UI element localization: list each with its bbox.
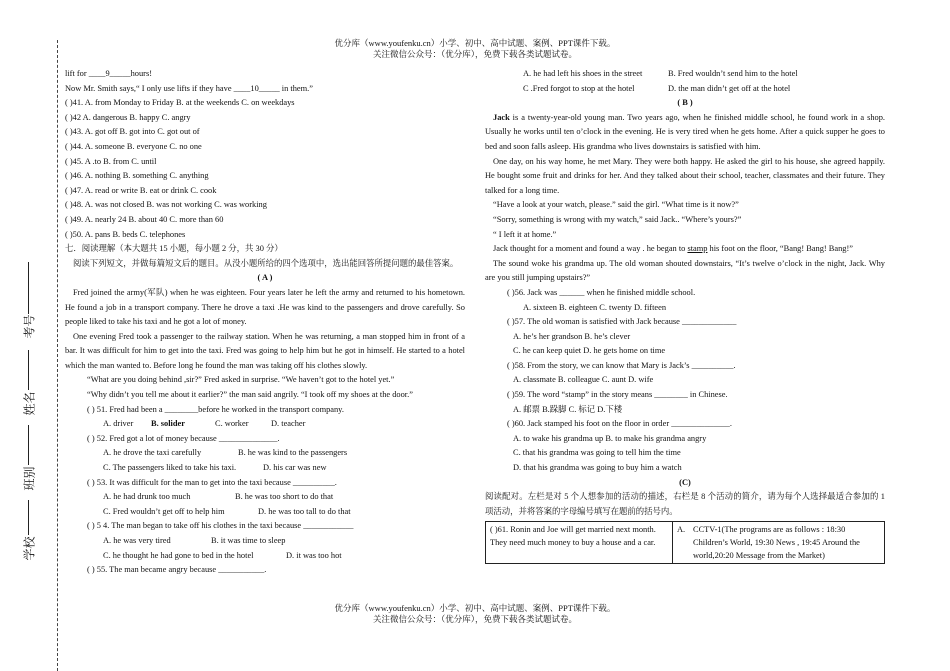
passage-a-paragraph: Fred joined the army(军队) when he was eighteen. Four years later he left the army and returned to his hometown. He found a job in a transport company. There he drove a taxi .He was kind to the passengers and drove carefully. So people liked to take his taxi and he got a lot of money. [65,287,465,327]
passage-b-dialog: “Sorry, something is wrong with my watch,” said Jack.. “Where’s yours?” [493,214,742,224]
question-60: ( )60. Jack stamped his foot on the floor in order ______________. [507,419,732,429]
match-right-label: A. [673,522,690,564]
cloze-option: ( )46. A. nothing B. something C. anything [65,171,209,181]
question-57: ( )57. The old woman is satisfied with Jack because _____________ [507,317,737,327]
cloze-option: ( )41. A. from Monday to Friday B. at the weekends C. on weekdays [65,98,295,108]
option: B. Fred wouldn’t send him to the hotel [668,69,798,78]
question-60-options: C. that his grandma was going to tell him the time [513,448,681,458]
question-54-options [65,549,465,564]
section-title: 七．阅读理解（本大题共 15 小题，每小题 2 分，共 30 分） [65,244,283,254]
option: D. it was too hot [286,550,342,560]
passage-a-label: ( A ) [257,273,273,283]
left-column [65,67,465,578]
school-blank [28,500,29,535]
option: A. he drove the taxi carefully [103,448,202,458]
question-60-options: D. that his grandma was going to buy him a watch [513,463,682,473]
passage-a-dialog: “Why didn’t you tell me about it earlier?” the man said angrily. “I took off my shoes at the door.” [87,390,413,400]
header-line-2: 关注微信公众号：（优分库），免费下载各类试题试卷。 [372,49,577,59]
passage-b-text: his foot on the floor, “Bang! Bang! Bang!” [707,244,853,254]
option: D. the man didn’t get off at the hotel [668,83,791,93]
option: A. he had left his shoes in the street [523,69,643,78]
option: C. Fred wouldn’t get off to help him [103,506,225,516]
passage-b-text: Jack thought for a moment and found a way . he began to [493,244,688,254]
footer-line-1: 优分库（www.youfenku.cn）小学、初中、高中试题、案例、PPT课件下载。 [334,603,616,613]
option: A. driver [103,419,134,429]
header-line-1: 优分库（www.youfenku.cn）小学、初中、高中试题、案例、PPT课件下载。 [334,38,616,48]
question-53-options [65,490,465,505]
cloze-option: ( )45. A .to B. from C. until [65,156,157,166]
exam-no-label: 考号 [22,314,37,339]
passage-a-paragraph: One evening Fred took a passenger to the railway station. When he was returning, a man stopped him in front of a bar. It was difficult for him to get into the taxi. Fred was going to help him but he got in himself. He started to a hotel which the man wanted to. Before long he found the man was taking off his clothes slowly. [65,331,465,370]
question-58-options: A. classmate B. colleague C. aunt D. wife [513,375,654,385]
option: C. The passengers liked to take his taxi. [103,463,237,473]
cloze-option: ( )48. A. was not closed B. was not working C. was working [65,200,267,210]
passage-a-dialog: “What are you doing behind ,sir?” Fred asked in surprise. “We haven’t got to the hotel yet.” [87,375,395,385]
matching-table [485,521,885,564]
option: B. he was too short to do that [235,492,334,502]
cloze-option: ( )49. A. nearly 24 B. about 40 C. more than 60 [65,214,224,224]
passage-b-text: is a twenty-year-old young man. Two years ago, when he finished middle school, he found work in a shop. Usually he works until ten o’clock in the evening. He is very tired when he gets home. After a quick supper he goes to bed and soon falls asleep. His grandma who lives downstairs is satisfied with him. [485,112,885,151]
question-51: ( ) 51. Fred had been a ________before he worked in the transport company. [87,404,344,414]
question-53: ( ) 53. It was difficult for the man to get into the taxi because __________. [87,477,337,487]
cloze-option: ( )44. A. someone B. everyone C. no one [65,141,202,151]
passage-b-dialog: “ I left it at home.” [493,229,557,239]
passage-b-paragraph: One day, on his way home, he met Mary. They were both happy. He asked the girl to his house, she agreed happily. He bought some fruit and drinks for her. And they talked about their school, teacher, classmates and their future. They talked for a long time. [485,156,885,195]
question-56: ( )56. Jack was ______ when he finished middle school. [507,287,696,297]
match-left-cell: ( )61. Ronin and Joe will get married next month. They need much money to buy a house and a car. [486,522,673,564]
passage-b-paragraph [485,242,885,257]
option: C. he thought he had gone to bed in the hotel [103,550,254,560]
question-59-options: A. 邮票 B.跺脚 C. 标记 D.下楼 [513,404,623,414]
passage-c-label: (C) [679,477,691,487]
exam-no-blank [28,262,29,314]
question-55: ( ) 55. The man became angry because ___________. [87,565,267,575]
option: C .Fred forgot to stop at the hotel [523,83,635,93]
option: B. solider [151,419,185,429]
cloze-line: lift for ____9_____hours! [65,69,152,78]
question-56-options: A. sixteen B. eighteen C. twenty D. fifteen [523,302,667,312]
option: B. it was time to sleep [211,536,286,545]
question-55-options [485,67,885,82]
option: B. he was kind to the passengers [238,448,348,458]
passage-c-instruction: 阅读配对。左栏是对 5 个人想参加的活动的描述，右栏是 8 个活动的简介，请为每个人选择最适合参加的 1 项活动，并将答案的字母编号填写在题前的括号内。 [485,492,885,516]
passage-b-label: ( B ) [677,98,693,108]
right-column [485,67,885,564]
section-instruction: 阅读下列短文，并做每篇短文后的题目。从没小题所给的四个选项中，选出能回答所提问题的最佳答案。 [73,258,459,268]
question-58: ( )58. From the story, we can know that Mary is Jack’s __________. [507,360,736,370]
question-52-options [65,461,465,476]
question-52: ( ) 52. Fred got a lot of money because ______________. [87,433,280,443]
passage-b-paragraph: The sound woke his grandma up. The old woman shouted downstairs, “It’s twelve o’clock in the night, Jack. Why are you still jumping upstairs?” [485,258,885,283]
option: D. he was too tall to do that [258,506,351,516]
question-53-options [65,505,465,520]
stamp-word: stamp [687,244,708,254]
question-57-options: A. he’s her grandson B. he’s clever [513,331,631,341]
question-60-options: A. to wake his grandma up B. to make his grandma angry [513,433,707,443]
option: A. he had drunk too much [103,492,191,502]
question-54-options [65,534,465,549]
class-label: 班别 [22,466,37,491]
cloze-option: ( )47. A. read or write B. eat or drink C. cook [65,185,217,195]
footer-line-2: 关注微信公众号：（优分库），免费下载各类试题试卷。 [372,614,577,624]
cloze-option: ( )50. A. pans B. beds C. telephones [65,229,186,239]
class-blank [28,425,29,465]
question-59: ( )59. The word “stamp” in the story means ________ in Chinese. [507,390,728,400]
table-row [486,522,885,564]
option: C. worker [215,419,249,429]
name-blank [28,350,29,390]
match-right-cell: CCTV-1(The programs are as follows : 18:30 Children’s World, 19:30 News , 19:45 Around the world,20:20 Message from the Market) [689,522,885,564]
binding-line [57,40,58,671]
school-label: 学校 [22,536,37,561]
question-55-options [485,82,885,97]
cloze-option: ( )42 A. dangerous B. happy C. angry [65,112,191,122]
passage-b-dialog: “Have a look at your watch, please.” said the girl. “What time is it now?” [493,200,739,210]
page-header [0,38,950,60]
cloze-line: Now Mr. Smith says,“ I only use lifts if they have ____10_____ in them.” [65,83,313,93]
page-footer [0,603,950,625]
cloze-option: ( )43. A. got off B. got into C. got out of [65,127,200,137]
question-51-options [65,417,465,432]
passage-b-paragraph [485,111,885,155]
option: D. his car was new [263,463,327,473]
question-52-options [65,446,465,461]
option: D. teacher [271,419,306,429]
passage-b-name: Jack [493,112,510,122]
question-54: ( ) 5 4. The man began to take off his clothes in the taxi because ____________ [87,521,354,531]
option: A. he was very tired [103,536,171,545]
name-label: 姓名 [22,391,37,416]
question-57-options: C. he can keep quiet D. he gets home on time [513,346,666,356]
